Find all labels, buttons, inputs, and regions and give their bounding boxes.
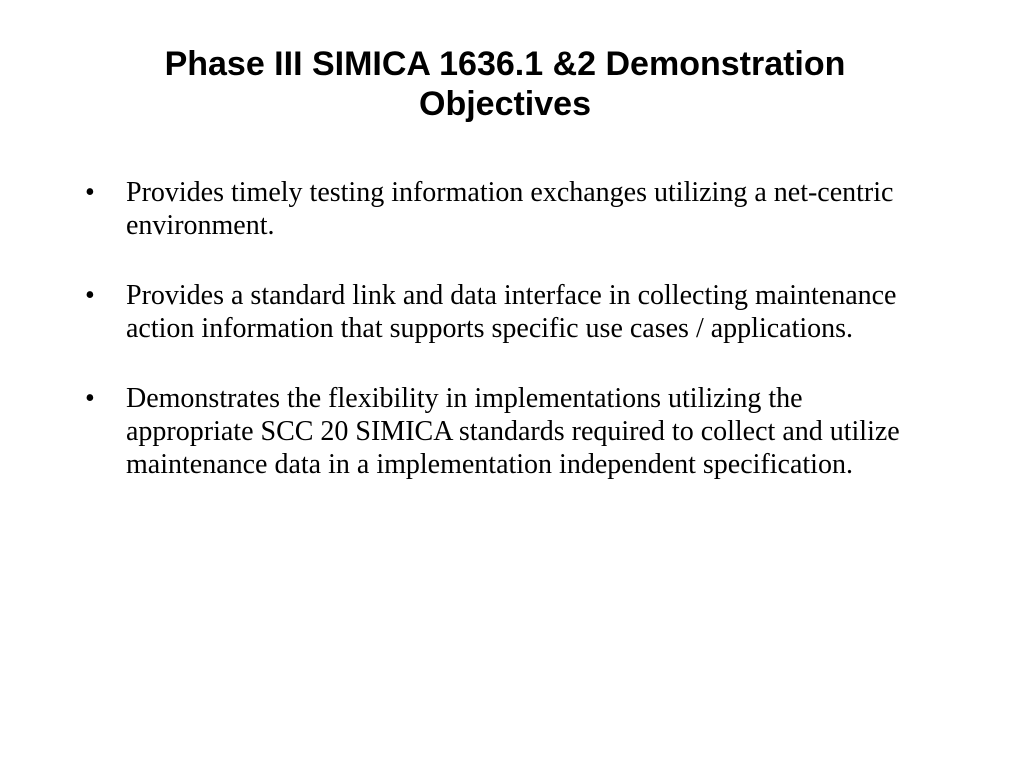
slide-title: Phase III SIMICA 1636.1 &2 Demonstration Objectives <box>164 45 846 123</box>
bullet-text-3: Demonstrates the flexibility in implementations utilizing the appropriate SCC 20 SIMICA standards required to collect and utilize maintenance data in a implementation independent specification. <box>126 383 900 480</box>
bullet-icon: • <box>85 383 95 414</box>
bullet-item-1 <box>85 176 925 242</box>
bullet-text-2: Provides a standard link and data interface in collecting maintenance action information that supports specific use cases / applications. <box>126 280 897 344</box>
bullet-text-1: Provides timely testing information exchanges utilizing a net-centric environment. <box>126 177 894 241</box>
bullet-item-3 <box>85 382 925 481</box>
bullet-item-2 <box>85 279 925 345</box>
bullet-icon: • <box>85 177 95 208</box>
bullet-list <box>85 176 925 518</box>
bullet-icon: • <box>85 280 95 311</box>
